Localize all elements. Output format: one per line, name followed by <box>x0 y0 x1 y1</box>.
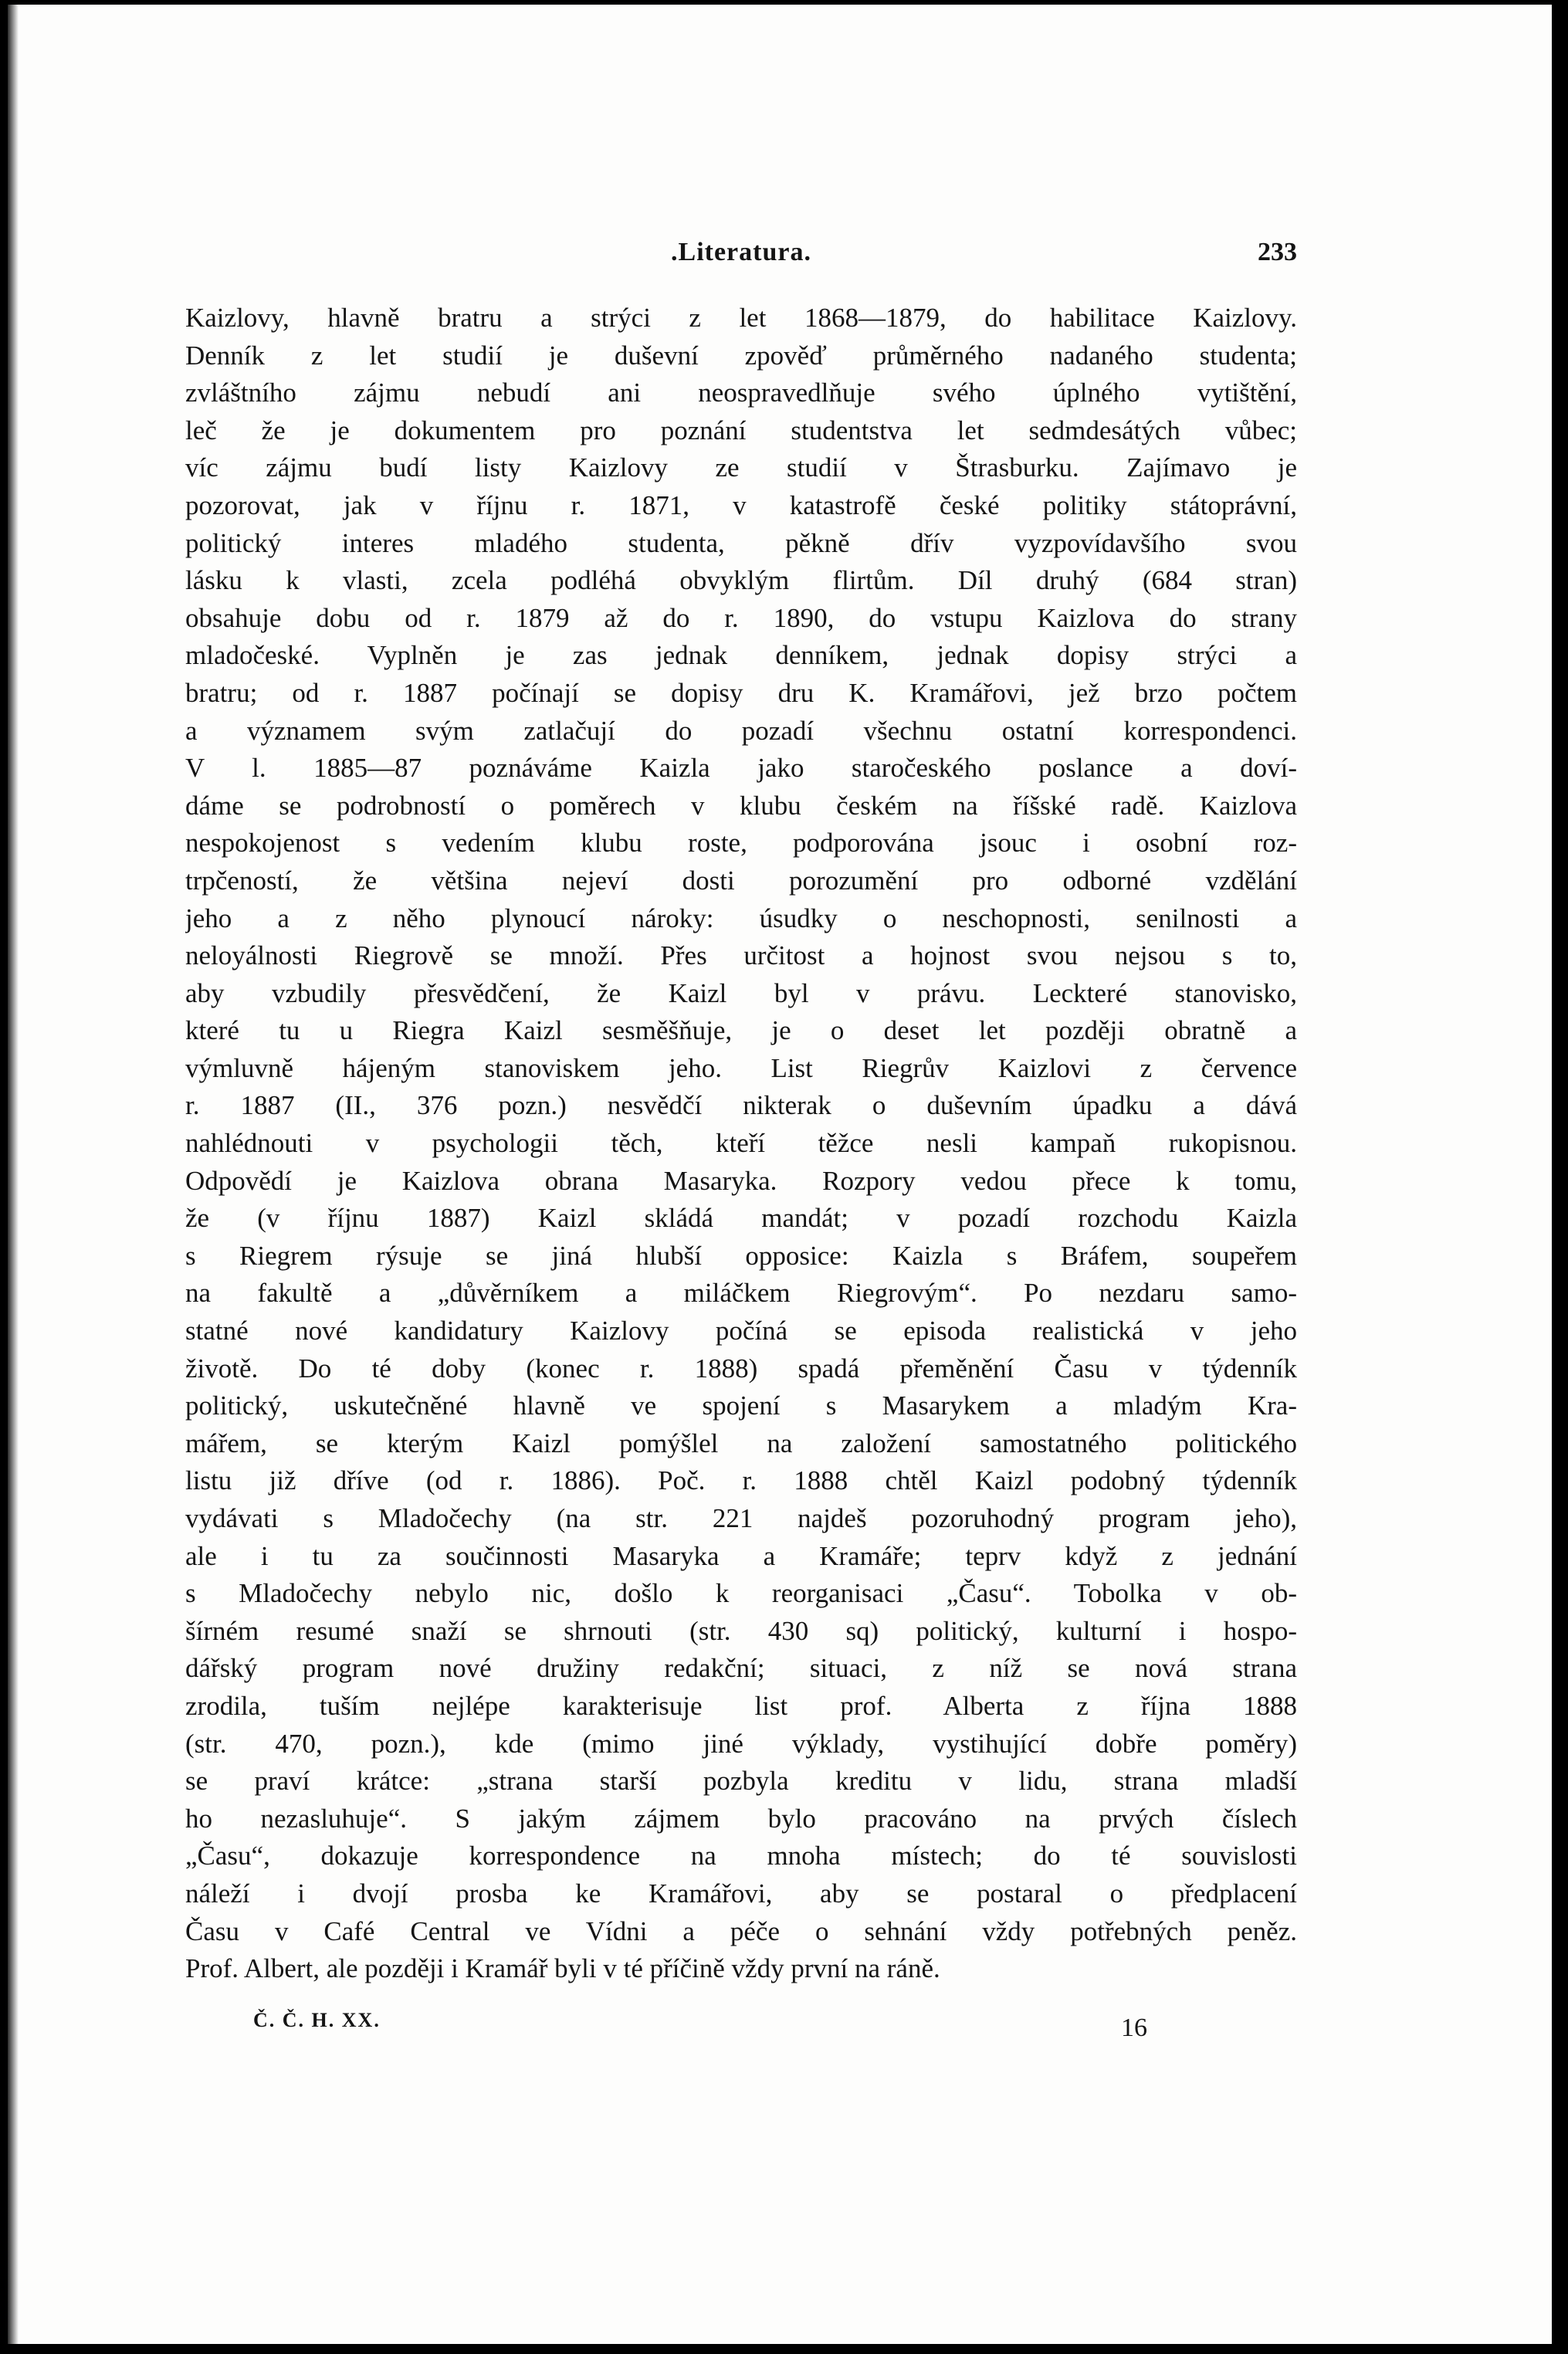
page-number: 233 <box>1258 238 1297 266</box>
text-line: statné nové kandidatury Kaizlovy počíná se episoda realistická v jeho <box>185 1316 1297 1346</box>
text-line: obsahuje dobu od r. 1879 až do r. 1890, do vstupu Kaizlova do strany <box>185 602 1297 633</box>
text-line: listu již dříve (od r. 1886). Poč. r. 1888 chtěl Kaizl podobný týdenník <box>185 1465 1297 1496</box>
text-line: bratru; od r. 1887 počínají se dopisy dru K. Kramářovi, jež brzo počtem <box>185 677 1297 708</box>
text-line: pozorovat, jak v říjnu r. 1871, v katastrofě české politiky státoprávní, <box>185 489 1297 520</box>
text-line: víc zájmu budí listy Kaizlovy ze studií v Štrasburku. Zajímavo je <box>185 452 1297 483</box>
text-line: dáme se podrobností o poměrech v klubu českém na říšské radě. Kaizlova <box>185 790 1297 821</box>
running-title: .Literatura. <box>671 238 811 266</box>
text-line: r. 1887 (II., 376 pozn.) nesvědčí nikterak o duševním úpadku a dává <box>185 1090 1297 1121</box>
text-line: mladočeské. Vyplněn je zas jednak denníkem, jednak dopisy strýci a <box>185 640 1297 671</box>
text-line: a významem svým zatlačují do pozadí všechnu ostatní korrespondenci. <box>185 715 1297 746</box>
text-line: neloyálnosti Riegrově se množí. Přes určitost a hojnost svou nejsou s to, <box>185 940 1297 971</box>
text-line: leč že je dokumentem pro poznání studentstva let sedmdesátých vůbec; <box>185 415 1297 445</box>
body-text <box>185 300 1297 1988</box>
text-line: zvláštního zájmu nebudí ani neospravedlňuje svého úplného vytištění, <box>185 378 1297 408</box>
text-line: politický, uskutečněné hlavně ve spojení s Masarykem a mladým Kra- <box>185 1390 1297 1421</box>
page-footer <box>185 2009 1297 2063</box>
text-line: Odpovědí je Kaizlova obrana Masaryka. Rozpory vedou přece k tomu, <box>185 1165 1297 1196</box>
text-line: šírném resumé snaží se shrnouti (str. 430 sq) politický, kulturní i hospo- <box>185 1615 1297 1646</box>
text-line: mářem, se kterým Kaizl pomýšlel na založení samostatného politického <box>185 1428 1297 1458</box>
text-line: životě. Do té doby (konec r. 1888) spadá přeměnění Času v týdenník <box>185 1353 1297 1384</box>
text-line: nespokojenost s vedením klubu roste, podporována jsouc i osobní roz- <box>185 828 1297 859</box>
text-line: s Mladočechy nebylo nic, došlo k reorganisaci „Času“. Tobolka v ob- <box>185 1578 1297 1609</box>
text-line: „Času“, dokazuje korrespondence na mnoha místech; do té souvislosti <box>185 1841 1297 1871</box>
scanned-page <box>8 5 1552 2344</box>
text-line: ho nezasluhuje“. S jakým zájmem bylo pracováno na prvých číslech <box>185 1803 1297 1834</box>
page-header <box>185 238 1297 284</box>
binding-shadow <box>8 5 19 2344</box>
sheet-number: 16 <box>1121 2014 1147 2042</box>
text-line: (str. 470, pozn.), kde (mimo jiné výklady, vystihující dobře poměry) <box>185 1728 1297 1759</box>
text-line: Kaizlovy, hlavně bratru a strýci z let 1868—1879, do habilitace Kaizlovy. <box>185 303 1297 333</box>
text-line: jeho a z něho plynoucí nároky: úsudky o neschopnosti, senilnosti a <box>185 903 1297 933</box>
text-line: na fakultě a „důvěrníkem a miláčkem Riegrovým“. Po nezdaru samo- <box>185 1278 1297 1309</box>
text-line: V l. 1885—87 poznáváme Kaizla jako staročeského poslance a doví- <box>185 753 1297 784</box>
text-line: s Riegrem rýsuje se jiná hlubší opposice: Kaizla s Bráfem, soupeřem <box>185 1240 1297 1271</box>
text-line: že (v říjnu 1887) Kaizl skládá mandát; v pozadí rozchodu Kaizla <box>185 1203 1297 1234</box>
text-line: aby vzbudily přesvědčení, že Kaizl byl v právu. Leckteré stanovisko, <box>185 977 1297 1008</box>
text-line: náleží i dvojí prosba ke Kramářovi, aby se postaral o předplacení <box>185 1878 1297 1909</box>
text-line: Denník z let studií je duševní zpověď průměrného nadaného studenta; <box>185 340 1297 371</box>
text-line: ale i tu za součinnosti Masaryka a Kramáře; teprv když z jednání <box>185 1540 1297 1571</box>
text-line: vydávati s Mladočechy (na str. 221 najdeš pozoruhodný program jeho), <box>185 1503 1297 1533</box>
text-line: Prof. Albert, ale později i Kramář byli v té příčině vždy první na ráně. <box>185 1953 940 1984</box>
text-line: lásku k vlasti, zcela podléhá obvyklým flirtům. Díl druhý (684 stran) <box>185 565 1297 596</box>
text-line: Času v Café Central ve Vídni a péče o sehnání vždy potřebných peněz. <box>185 1915 1297 1946</box>
text-line: nahlédnouti v psychologii těch, kteří těžce nesli kampaň rukopisnou. <box>185 1128 1297 1159</box>
text-line: které tu u Riegra Kaizl sesměšňuje, je o deset let později obratně a <box>185 1015 1297 1046</box>
text-line: se praví krátce: „strana starší pozbyla kreditu v lidu, strana mladší <box>185 1766 1297 1797</box>
text-line: dářský program nové družiny redakční; situaci, z níž se nová strana <box>185 1653 1297 1684</box>
sheet-signature: Č. Č. H. XX. <box>253 2009 381 2031</box>
text-line: výmluvně hájeným stanoviskem jeho. List Riegrův Kaizlovi z července <box>185 1052 1297 1083</box>
text-line: politický interes mladého studenta, pěkně dřív vyzpovídavšího svou <box>185 527 1297 558</box>
text-line: zrodila, tuším nejlépe karakterisuje list prof. Alberta z října 1888 <box>185 1690 1297 1721</box>
text-line: trpčeností, že většina nejeví dosti porozumění pro odborné vzdělání <box>185 865 1297 896</box>
